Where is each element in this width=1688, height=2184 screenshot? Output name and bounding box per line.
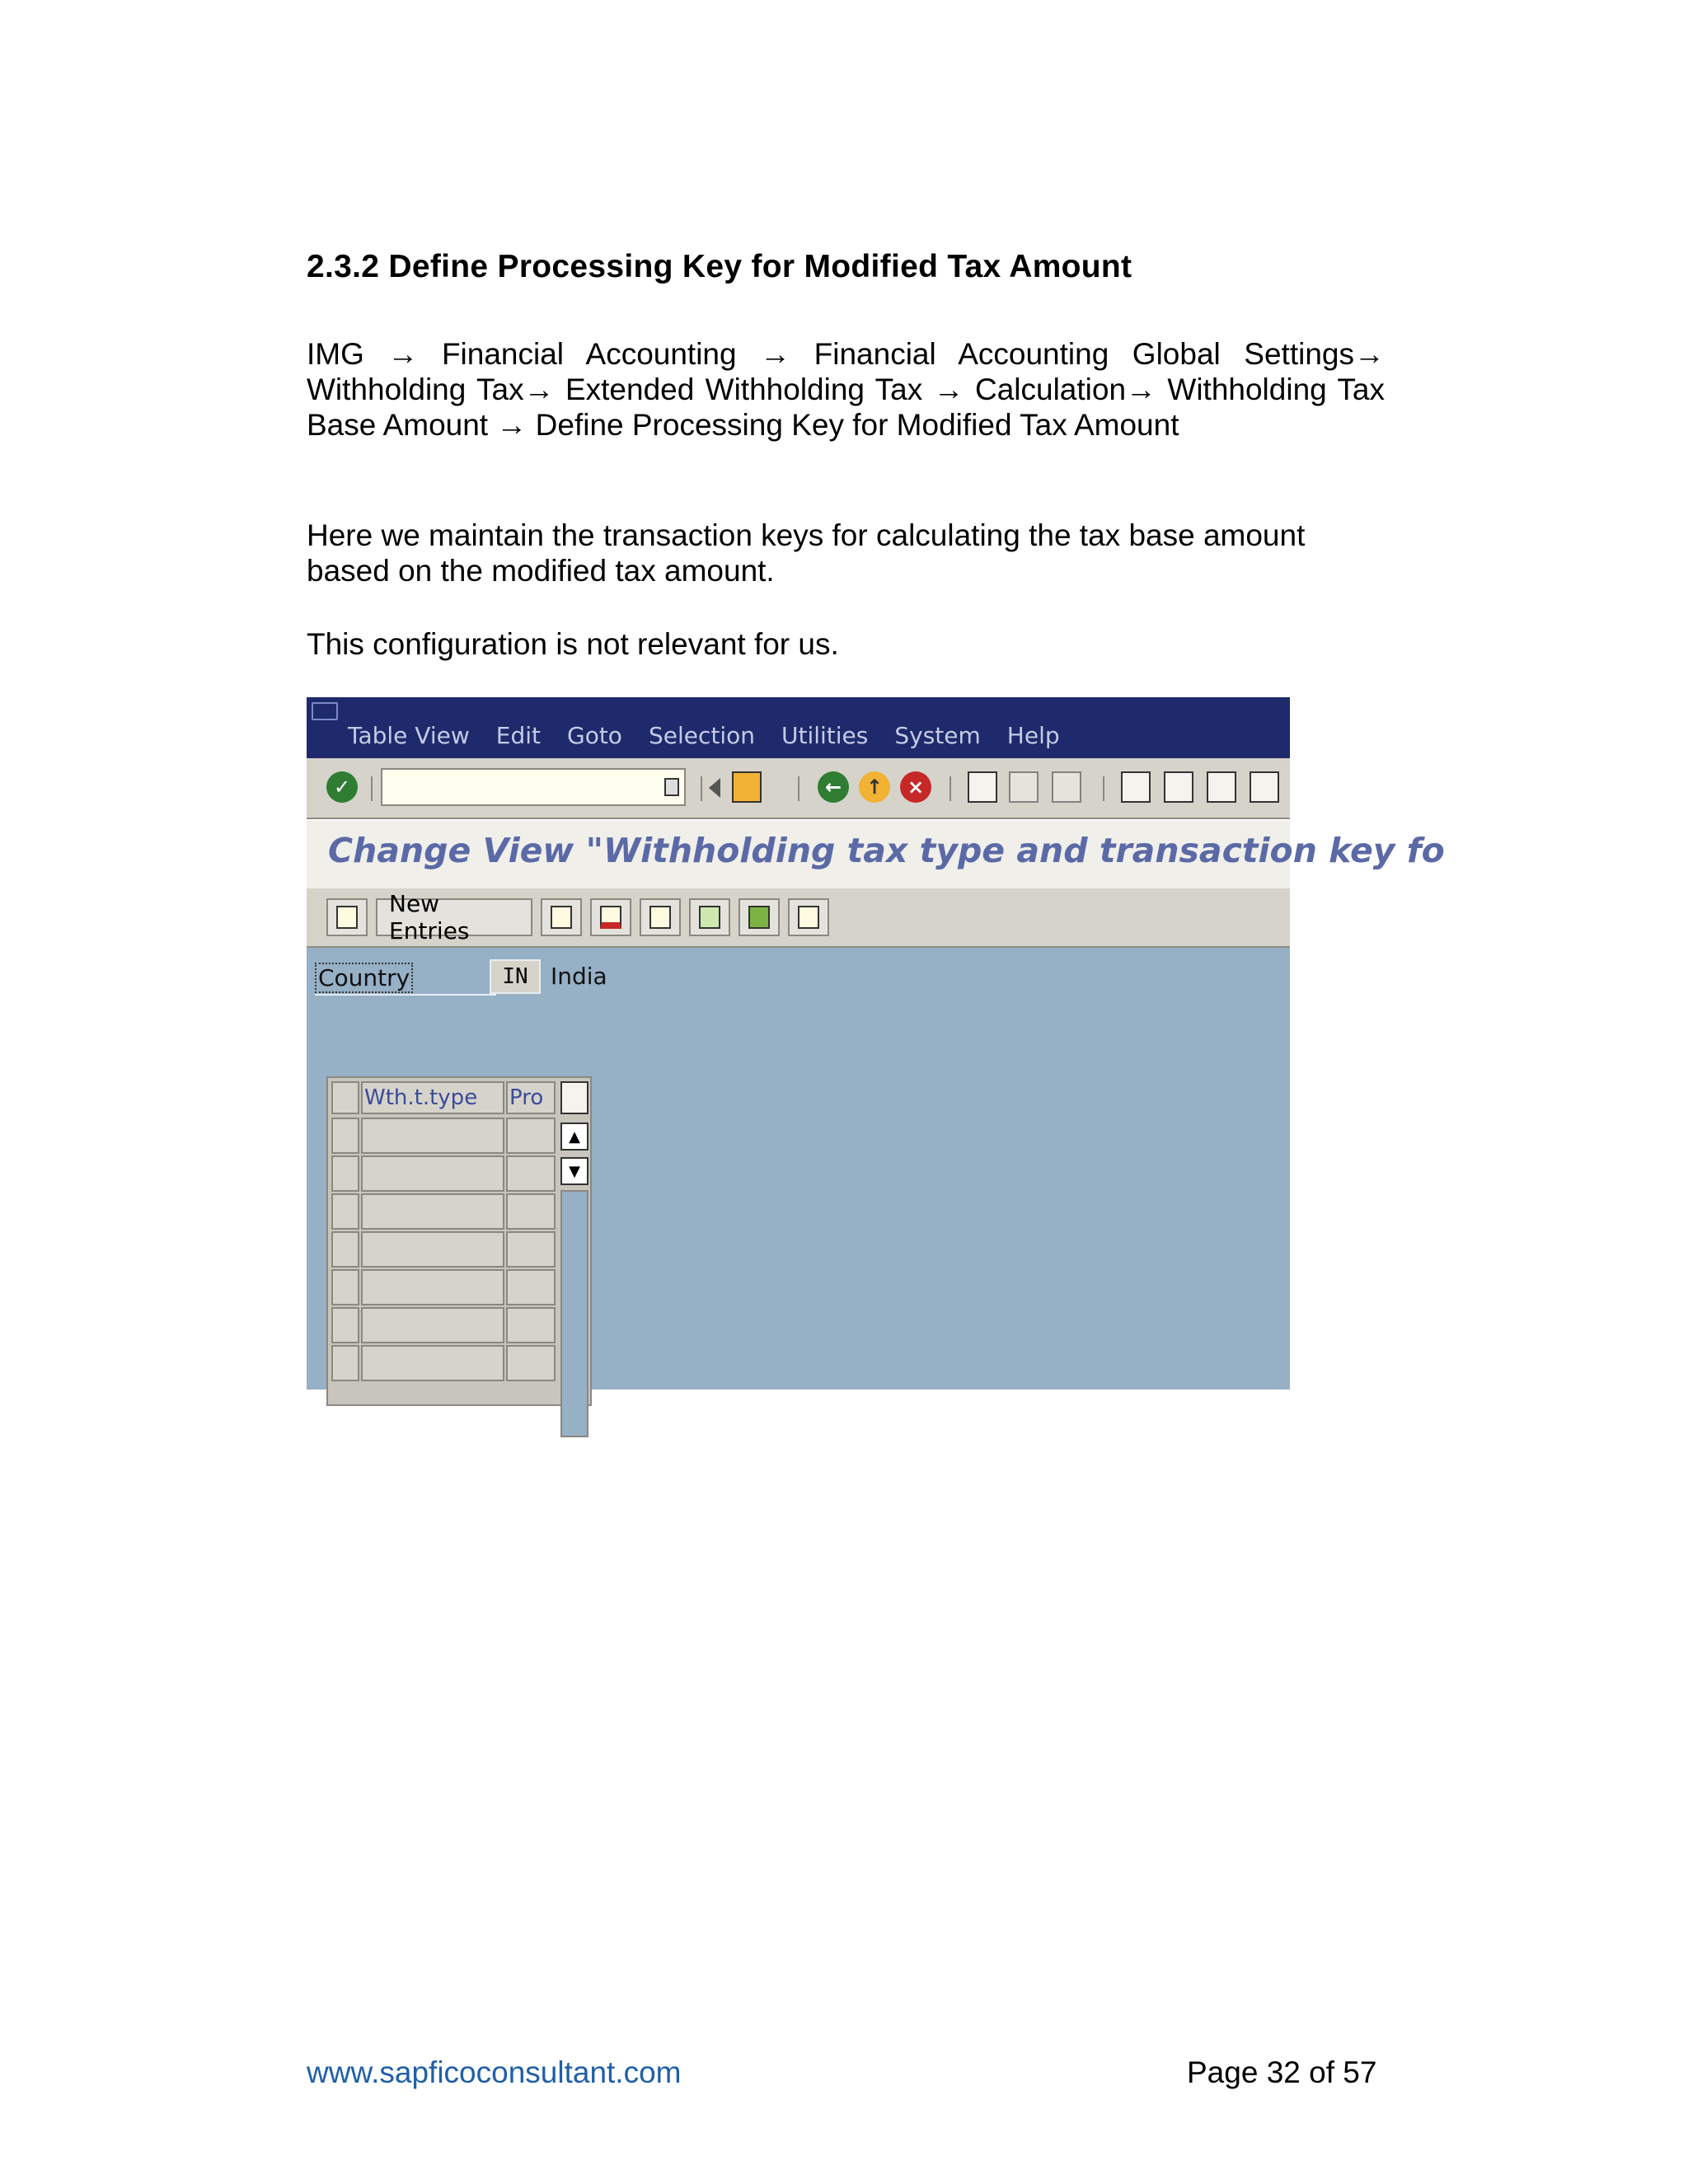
table-cell[interactable] — [506, 1231, 556, 1268]
toolbar-separator — [371, 776, 373, 801]
command-field[interactable] — [381, 768, 686, 806]
table-cell[interactable] — [506, 1155, 556, 1192]
menu-selection[interactable]: Selection — [648, 722, 755, 749]
find-next-icon[interactable] — [1052, 771, 1081, 803]
select-block-button[interactable] — [738, 898, 780, 936]
sap-title-bar — [307, 819, 1445, 890]
description-paragraph: Here we maintain the transaction keys for calculating the tax base amount based on the modified tax amount. — [307, 518, 1306, 588]
sap-application-toolbar — [307, 888, 1290, 948]
first-page-icon[interactable] — [1121, 771, 1151, 803]
img-navigation-path: IMG → Financial Accounting → Financial Accounting Global Settings→ Withholding Tax→ Extended Withholding Tax → Calculation→ Withholding Tax Base Amount → Define Processing Key for Modified Tax Amount — [307, 337, 1385, 442]
enter-checkmark-icon[interactable]: ✓ — [326, 771, 358, 803]
menu-help[interactable]: Help — [1006, 722, 1060, 749]
deselect-all-button[interactable] — [788, 898, 829, 936]
table-cell[interactable] — [361, 1307, 504, 1343]
last-page-icon[interactable] — [1250, 771, 1279, 803]
table-cell[interactable] — [506, 1307, 556, 1343]
sap-screenshot — [307, 697, 1445, 1390]
find-icon[interactable] — [1009, 771, 1039, 803]
undo-change-button[interactable] — [640, 898, 681, 936]
next-page-icon[interactable] — [1207, 771, 1236, 803]
table-cell[interactable] — [361, 1155, 504, 1192]
nav-back-arrow-icon[interactable] — [709, 778, 720, 798]
table-control — [326, 1076, 592, 1406]
save-icon[interactable] — [732, 771, 762, 803]
command-history-icon[interactable] — [664, 778, 679, 796]
copy-as-button[interactable] — [541, 898, 582, 936]
cancel-icon[interactable]: × — [900, 771, 931, 803]
menu-edit[interactable]: Edit — [495, 722, 541, 749]
window-menu-icon[interactable] — [312, 702, 338, 720]
row-selector[interactable] — [331, 1269, 359, 1305]
scroll-down-icon[interactable]: ▼ — [560, 1157, 588, 1185]
field-underline — [315, 994, 496, 996]
row-selector[interactable] — [331, 1155, 359, 1192]
table-cell[interactable] — [506, 1345, 556, 1381]
table-cell[interactable] — [361, 1193, 504, 1230]
new-entries-label: New Entries — [389, 890, 470, 944]
row-selector[interactable] — [331, 1307, 359, 1343]
footer-website-link[interactable]: www.sapficoconsultant.com — [307, 2055, 682, 2089]
previous-page-icon[interactable] — [1164, 771, 1193, 803]
delete-button[interactable] — [590, 898, 631, 936]
country-name-text: India — [551, 963, 607, 990]
select-all-rows-button[interactable] — [331, 1081, 359, 1114]
menu-system[interactable]: System — [894, 722, 981, 749]
print-icon[interactable] — [968, 771, 997, 803]
deselect-all-icon — [798, 906, 819, 929]
menu-table-view[interactable]: Table View — [348, 722, 470, 749]
column-header-pro[interactable]: Pro — [506, 1081, 556, 1114]
row-selector[interactable] — [331, 1193, 359, 1230]
display-change-button[interactable] — [326, 898, 368, 936]
select-all-button[interactable] — [689, 898, 730, 936]
scroll-up-icon[interactable]: ▲ — [560, 1122, 588, 1151]
screen-title: Change View "Withholding tax type and transaction key fo — [328, 831, 1445, 870]
back-icon[interactable]: ← — [818, 771, 849, 803]
relevance-note: This configuration is not relevant for us. — [307, 627, 839, 661]
row-selector[interactable] — [331, 1118, 359, 1154]
toolbar-separator — [1103, 776, 1104, 801]
toolbar-separator — [950, 776, 951, 801]
column-header-wth-type[interactable]: Wth.t.type — [361, 1081, 504, 1114]
copy-icon — [551, 906, 572, 929]
table-settings-icon[interactable] — [560, 1081, 588, 1114]
table-cell[interactable] — [361, 1345, 504, 1381]
table-cell[interactable] — [361, 1231, 504, 1268]
footer-page-number: Page 32 of 57 — [1187, 2055, 1377, 2089]
table-cell[interactable] — [361, 1118, 504, 1154]
menu-goto[interactable]: Goto — [567, 722, 622, 749]
country-field-label: Country — [315, 963, 413, 993]
select-block-icon — [748, 906, 770, 929]
table-cell[interactable] — [506, 1193, 556, 1230]
row-selector[interactable] — [331, 1231, 359, 1268]
delete-icon — [600, 906, 621, 929]
undo-icon — [649, 906, 671, 929]
pencil-glasses-icon — [336, 906, 358, 929]
table-cell[interactable] — [506, 1118, 556, 1154]
vertical-scrollbar[interactable] — [560, 1190, 588, 1437]
country-code-field[interactable]: IN — [490, 959, 541, 994]
exit-icon[interactable]: ↑ — [859, 771, 890, 803]
toolbar-separator — [701, 776, 702, 801]
menu-utilities[interactable]: Utilities — [781, 722, 869, 749]
toolbar-separator — [798, 776, 799, 801]
section-heading: 2.3.2 Define Processing Key for Modified Tax Amount — [307, 249, 1132, 284]
table-cell[interactable] — [361, 1269, 504, 1305]
sap-menu-bar — [307, 697, 1290, 758]
select-all-icon — [699, 906, 720, 929]
sap-standard-toolbar — [307, 758, 1290, 819]
table-cell[interactable] — [506, 1269, 556, 1305]
row-selector[interactable] — [331, 1345, 359, 1381]
new-entries-button[interactable] — [376, 890, 532, 944]
